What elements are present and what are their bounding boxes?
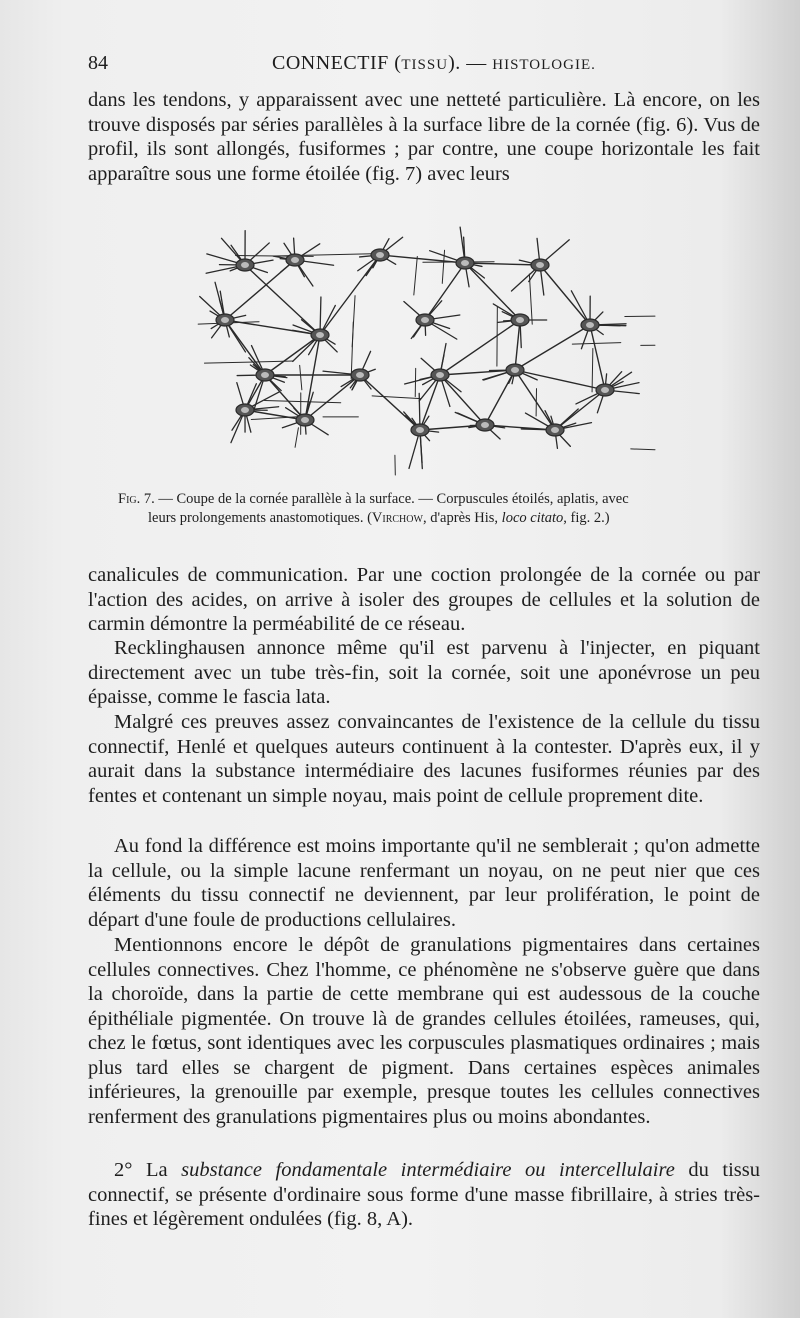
caption-line-2 xyxy=(118,509,760,528)
p7-italic: substance fondamentale intermédiaire ou intercellulaire xyxy=(181,1159,675,1181)
caption-text-4: , fig. 2.) xyxy=(563,510,610,526)
p7-end: du tissu connectif, se présente d'ordinaire sous forme d'une masse fibrillaire, à stries très-fines et légèrement ondulées (fig. 8, A). xyxy=(88,1159,760,1230)
cell-nucleus xyxy=(416,427,424,433)
cell-connection xyxy=(515,320,520,370)
paragraph-3: Recklinghausen annonce même qu'il est parvenu à l'injecter, en piquant directement avec un tube très-fin, soit la cornée, soit une aponévrose un peu épaisse, comme le fascia lata. xyxy=(88,637,760,708)
title-main: CONNECTIF ( xyxy=(272,52,402,74)
cell-nucleus xyxy=(291,257,299,263)
fibre-line xyxy=(352,296,355,347)
cell-connection xyxy=(440,375,485,425)
fibre-line xyxy=(372,396,421,399)
cell-nucleus xyxy=(301,417,309,423)
running-header xyxy=(88,52,760,82)
cell-nucleus xyxy=(536,262,544,268)
fibre-line xyxy=(295,428,298,448)
cell-connection xyxy=(515,370,605,390)
title-section: HISTOLOGIE. xyxy=(492,57,596,73)
figure-7-illustration xyxy=(185,225,660,480)
p7-start: 2° La xyxy=(114,1159,182,1181)
cornea-cells-drawing xyxy=(185,225,660,480)
title-tissu: TISSU xyxy=(401,57,449,73)
caption-text-2: leurs prolongements anastomotiques. ( xyxy=(148,510,372,526)
cell-nucleus xyxy=(586,322,594,328)
title-separator: ). — xyxy=(448,52,493,74)
cell-nucleus xyxy=(261,372,269,378)
cell-connection xyxy=(515,325,590,370)
paragraph-6: Mentionnons encore le dépôt de granulations pigmentaires dans certaines cellules connectives. Chez l'homme, ce phénomène ne s'observe guère que dans la choroïde, dans la partie de cette membrane qui est audessous de la couche épithéliale pigmentée. On trouve là de grandes cellules étoilées, rameuses, qui, chez le fœtus, sont identiques avec les corpuscules plasmatiques ordinaires ; mais plus tard elles se chargent de pigment. Dans certaines espèces animales inférieures, la grenouille par exemple, presque toutes les cellules connectives renferment des granulations pigmentaires plus ou moins abondantes. xyxy=(88,934,760,1128)
cell-nucleus xyxy=(601,387,609,393)
cell-connection xyxy=(540,265,590,325)
fibre-line xyxy=(631,449,655,450)
fibre-line xyxy=(529,274,532,324)
cell-nucleus xyxy=(551,427,559,433)
fibre-line xyxy=(572,343,620,345)
caption-text-1: — Coupe de la cornée parallèle à la surface. — Corpuscules étoilés, aplatis, avec xyxy=(154,491,629,507)
cell-nucleus xyxy=(356,372,364,378)
cell-connection xyxy=(420,375,440,430)
fibre-line xyxy=(300,365,302,389)
paragraph-2: canalicules de communication. Par une coction prolongée de la cornée ou par l'action des acides, on arrive à isoler des groupes de cellules et la solution de carmin démontre la perméabilité de ce réseau. xyxy=(88,564,760,635)
cell-connection xyxy=(305,375,360,420)
cell-nucleus xyxy=(421,317,429,323)
paragraph-4: Malgré ces preuves assez convaincantes de l'existence de la cellule du tissu connectif, Henlé et quelques auteurs continuent à la contester. D'après eux, il y aurait dans la substance intermédiaire des lacunes fusiformes réunies par des fentes et contenant un simple noyau, mais point de cellule proprement dite. xyxy=(88,711,760,807)
cell-nucleus xyxy=(221,317,229,323)
cell-nucleus xyxy=(516,317,524,323)
cell-nucleus xyxy=(316,332,324,338)
cell-connection xyxy=(320,255,380,335)
cell-nucleus xyxy=(461,260,469,266)
caption-author: Virchow xyxy=(371,510,423,526)
cell-connection xyxy=(425,263,465,320)
paragraph-7 xyxy=(88,1158,760,1232)
cell-nucleus xyxy=(376,252,384,258)
page-number: 84 xyxy=(88,52,108,74)
fibre-line xyxy=(414,256,417,295)
caption-loco: loco citato xyxy=(501,510,564,526)
cell-nucleus xyxy=(481,422,489,428)
caption-fig-label: Fig. 7. xyxy=(118,491,155,507)
fibre-line xyxy=(592,349,593,392)
paragraph-1: dans les tendons, y apparaissent avec une netteté particulière. Là encore, on les trouve disposés par séries parallèles à la surface libre de la cornée (fig. 6). Vus de profil, ils sont allongés, fusiformes ; par contre, une coupe horizontale les fait apparaître sous une forme étoilée (fig. 7) avec leurs xyxy=(88,89,760,185)
running-title xyxy=(272,52,596,75)
cell-nucleus xyxy=(241,407,249,413)
figure-caption xyxy=(118,490,760,528)
caption-text-3: , d'après His, xyxy=(422,510,502,526)
paragraph-5: Au fond la différence est moins importante qu'il ne semblerait ; qu'on admette la cellule, ou la simple lacune renfermant un noyau, on ne peut nier que ces éléments du tissu connectif ne deviennent, par leur prolifération, le point de départ d'une foule de productions cellulaires. xyxy=(88,835,760,931)
fibre-line xyxy=(204,361,293,363)
cell-nucleus xyxy=(436,372,444,378)
cell-nucleus xyxy=(241,262,249,268)
cell-nucleus xyxy=(511,367,519,373)
cell-connection xyxy=(265,335,320,375)
